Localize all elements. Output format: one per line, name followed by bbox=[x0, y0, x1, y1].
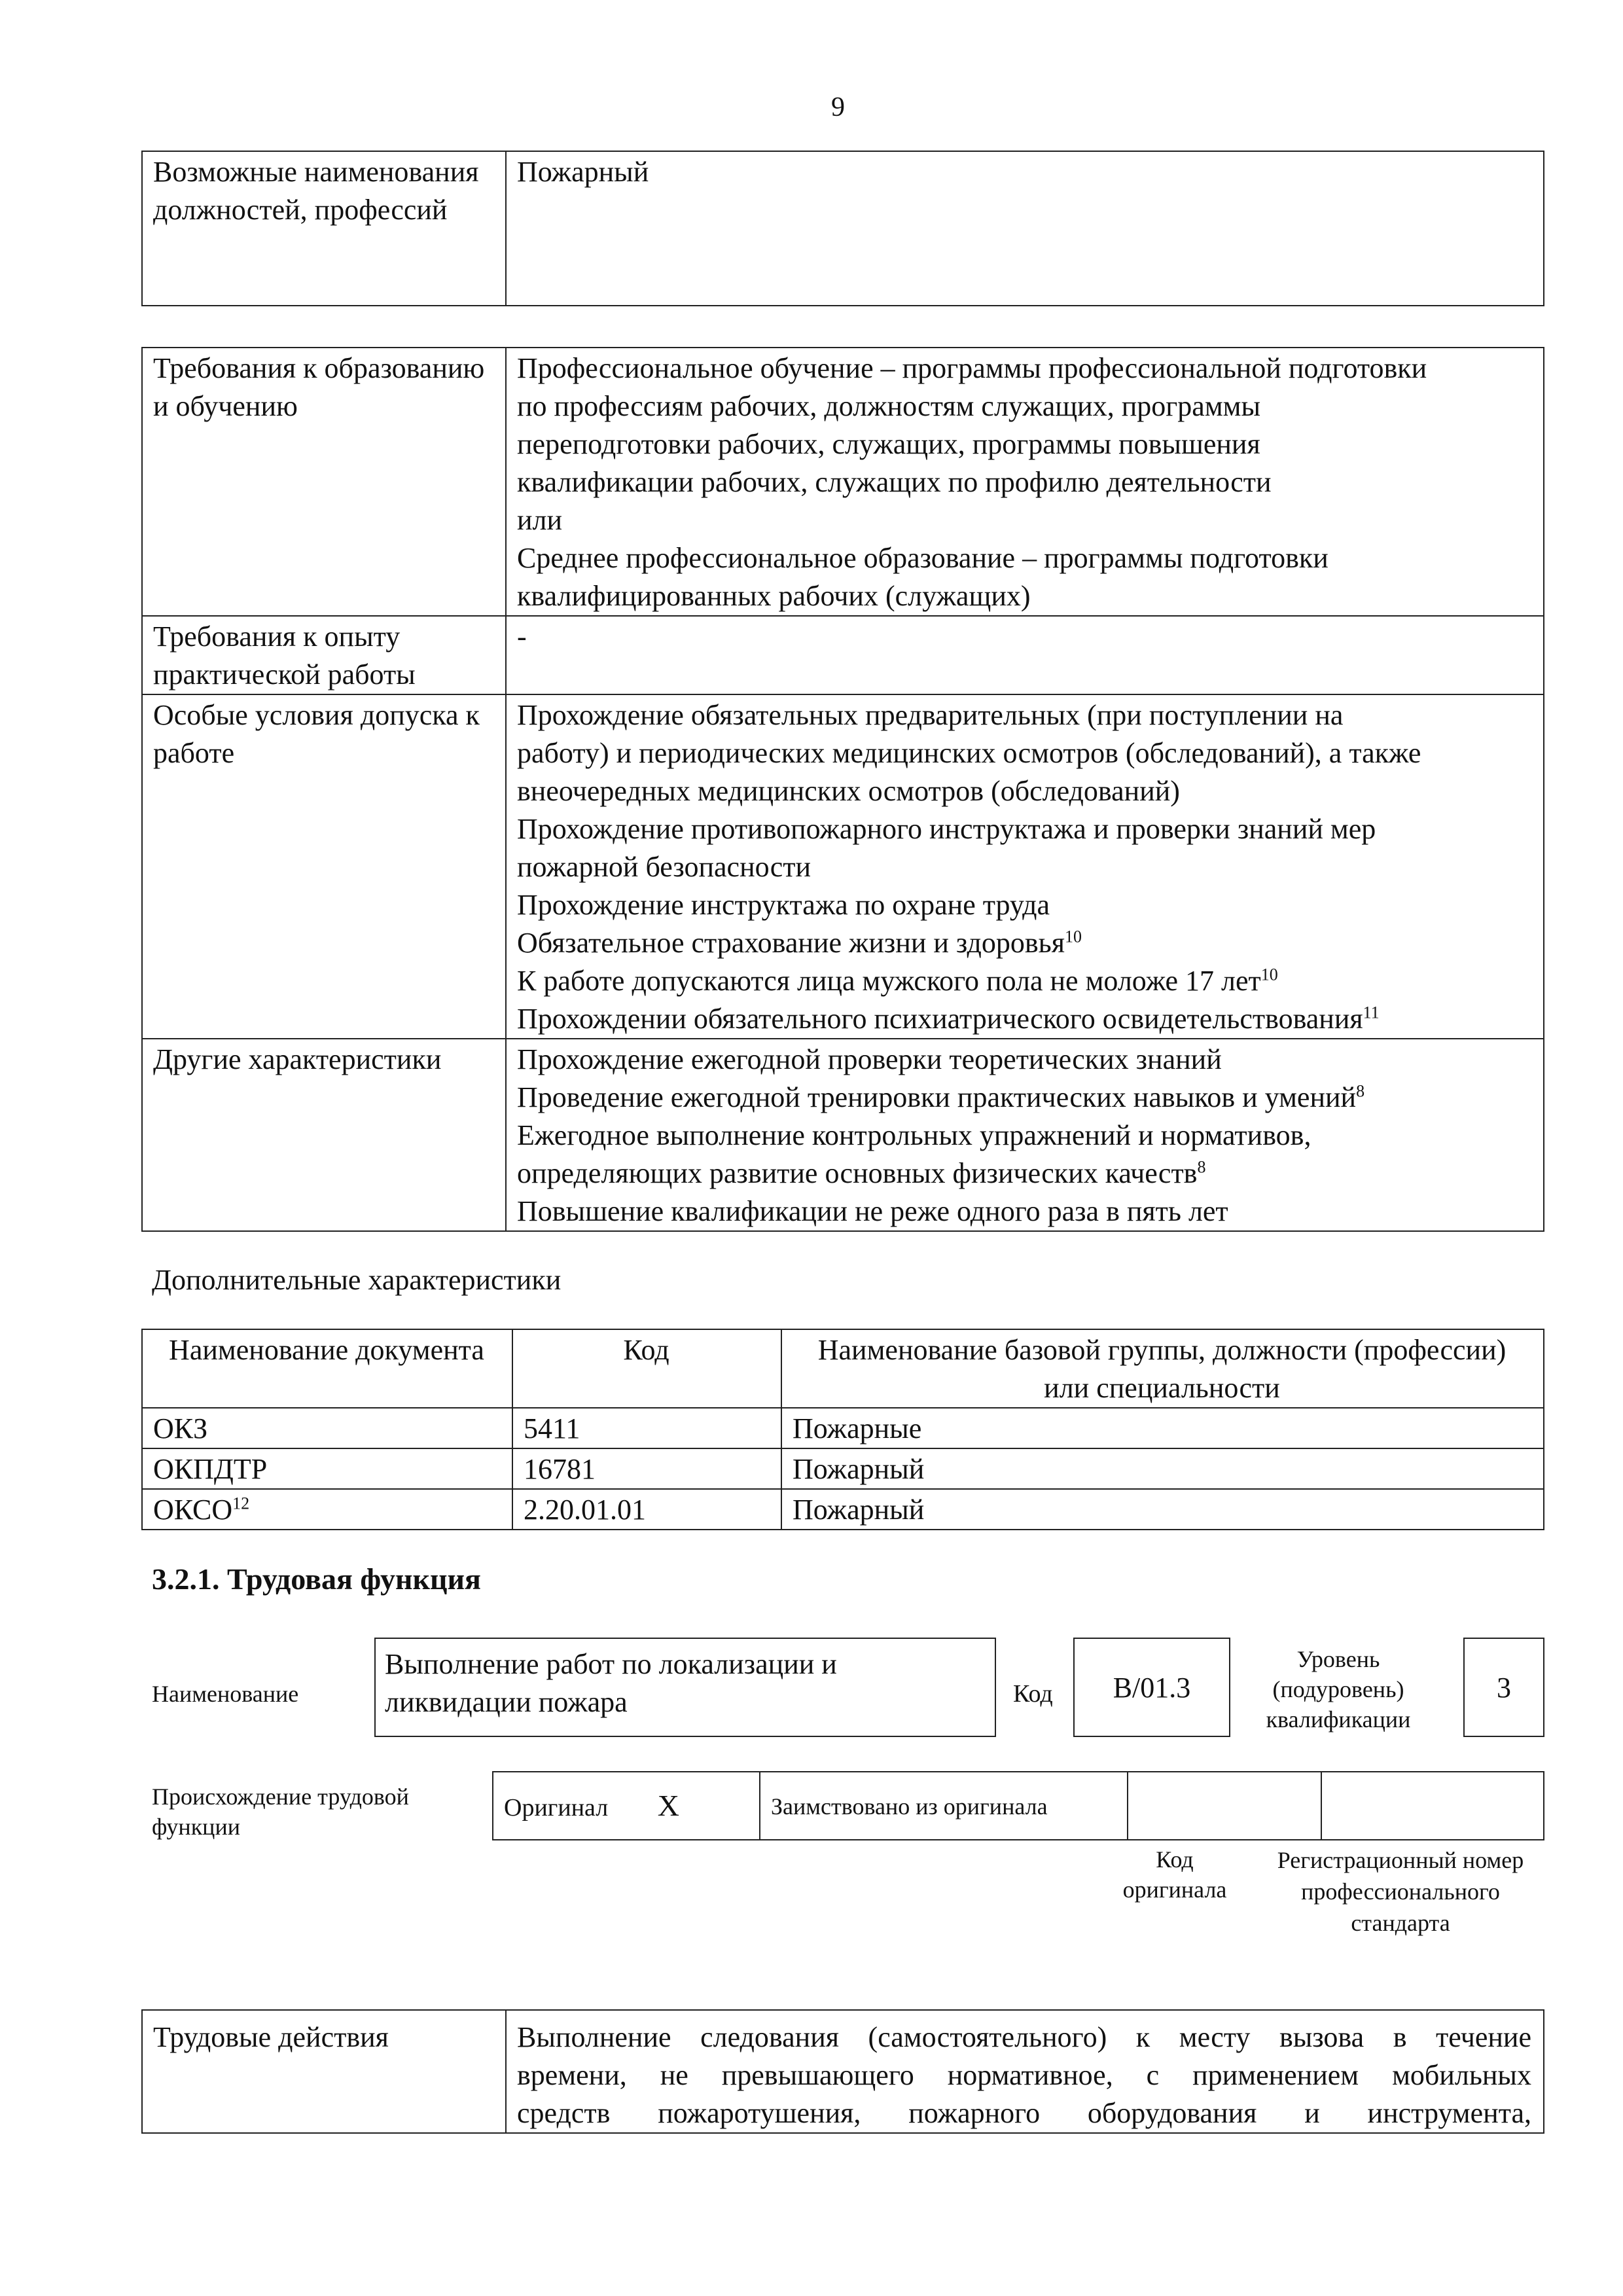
positions-value: Пожарный bbox=[506, 151, 1544, 306]
additional-table bbox=[141, 1329, 1544, 1530]
education-label: Требования к образованию и обучению bbox=[142, 348, 506, 616]
requirements-table bbox=[141, 347, 1544, 1232]
special-conditions-text bbox=[506, 694, 1544, 1039]
code-value: B/01.3 bbox=[1113, 1671, 1191, 1704]
special-line bbox=[517, 924, 1531, 962]
name-label: Наименование bbox=[152, 1681, 299, 1707]
other-line: Повышение квалификации не реже одного раза в пять лет bbox=[517, 1195, 1228, 1227]
origin-table bbox=[492, 1771, 1544, 1840]
section-title: 3.2.1. Трудовая функция bbox=[152, 1562, 481, 1596]
footnote-ref: 10 bbox=[1065, 927, 1082, 946]
reg-number-cell bbox=[1321, 1772, 1544, 1840]
footnote-ref: 11 bbox=[1363, 1003, 1380, 1022]
code-box bbox=[1073, 1638, 1230, 1737]
footnote-ref: 8 bbox=[1356, 1081, 1365, 1101]
education-text bbox=[506, 348, 1544, 616]
special-line: пожарной безопасности bbox=[517, 851, 812, 883]
level-label: Уровень (подуровень) квалификации bbox=[1266, 1646, 1411, 1732]
row-doc-text: ОКСО bbox=[153, 1494, 233, 1526]
special-line-text: Обязательное страхование жизни и здоровья bbox=[517, 927, 1065, 959]
other-characteristics-label: Другие характеристики bbox=[142, 1039, 506, 1231]
header-code: Код bbox=[512, 1329, 781, 1408]
footnote-ref: 10 bbox=[1260, 965, 1278, 984]
row-doc bbox=[142, 1489, 512, 1530]
level-box bbox=[1463, 1638, 1544, 1737]
positions-table bbox=[141, 151, 1544, 306]
original-label: Оригинал bbox=[504, 1793, 609, 1821]
special-line bbox=[517, 1000, 1531, 1038]
other-line: Прохождение ежегодной проверки теоретических знаний bbox=[517, 1043, 1222, 1075]
other-characteristics-text bbox=[506, 1039, 1544, 1231]
original-mark: X bbox=[657, 1788, 679, 1822]
footnote-ref: 8 bbox=[1197, 1157, 1206, 1177]
level-value: 3 bbox=[1497, 1671, 1511, 1704]
page-number: 9 bbox=[831, 92, 845, 122]
special-line: Прохождение инструктажа по охране труда bbox=[517, 889, 1050, 921]
education-line: квалификации рабочих, служащих по профилю деятельности bbox=[517, 466, 1272, 498]
header-doc: Наименование документа bbox=[142, 1329, 512, 1408]
labor-actions-text bbox=[506, 2010, 1544, 2133]
positions-label: Возможные наименования должностей, профессий bbox=[142, 151, 506, 306]
other-line-text: Проведение ежегодной тренировки практических навыков и умений bbox=[517, 1081, 1357, 1113]
special-line: внеочередных медицинских осмотров (обследований) bbox=[517, 775, 1180, 807]
row-doc: ОКПДТР bbox=[142, 1448, 512, 1489]
other-line bbox=[517, 1079, 1531, 1117]
experience-value: - bbox=[506, 616, 1544, 694]
code-label: Код bbox=[1013, 1680, 1053, 1708]
education-line: переподготовки рабочих, служащих, программы повышения bbox=[517, 428, 1260, 460]
row-name: Пожарные bbox=[781, 1408, 1544, 1448]
original-cell bbox=[493, 1772, 760, 1840]
additional-title: Дополнительные характеристики bbox=[152, 1264, 562, 1296]
borrowed-cell bbox=[760, 1772, 1128, 1840]
education-line: или bbox=[517, 504, 563, 536]
origin-label: Происхождение трудовой функции bbox=[152, 1784, 409, 1840]
special-line: Прохождение обязательных предварительных (при поступлении на bbox=[517, 699, 1344, 731]
reg-number-caption: Регистрационный номер профессионального стандарта bbox=[1277, 1847, 1524, 1936]
original-code-cell bbox=[1128, 1772, 1321, 1840]
special-line-text: К работе допускаются лица мужского пола не моложе 17 лет bbox=[517, 965, 1261, 997]
other-line bbox=[517, 1155, 1531, 1193]
function-name-box bbox=[374, 1638, 996, 1737]
education-line: квалифицированных рабочих (служащих) bbox=[517, 580, 1031, 612]
labor-action-line: времени, не превышающего нормативное, с применением мобильных bbox=[517, 2059, 1531, 2091]
special-line: Прохождение противопожарного инструктажа и проверки знаний мер bbox=[517, 813, 1376, 845]
row-doc: ОКЗ bbox=[142, 1408, 512, 1448]
special-line-text: Прохождении обязательного психиатрического освидетельствования bbox=[517, 1003, 1363, 1035]
experience-label: Требования к опыту практической работы bbox=[142, 616, 506, 694]
labor-action-line: средств пожаротушения, пожарного оборудования и инструмента, bbox=[517, 2097, 1531, 2129]
other-line-text: определяющих развитие основных физических качеств bbox=[517, 1157, 1198, 1189]
other-line: Ежегодное выполнение контрольных упражнений и нормативов, bbox=[517, 1119, 1311, 1151]
special-line bbox=[517, 962, 1531, 1000]
header-group: Наименование базовой группы, должности (профессии) или специальности bbox=[781, 1329, 1544, 1408]
borrowed-label: Заимствовано из оригинала bbox=[771, 1793, 1048, 1820]
function-name: Выполнение работ по локализации и ликвидации пожара bbox=[385, 1648, 837, 1718]
row-code: 2.20.01.01 bbox=[512, 1489, 781, 1530]
labor-actions-table bbox=[141, 2009, 1544, 2134]
row-name: Пожарный bbox=[781, 1489, 1544, 1530]
education-line: по профессиям рабочих, должностям служащих, программы bbox=[517, 390, 1261, 422]
row-code: 5411 bbox=[512, 1408, 781, 1448]
education-line: Среднее профессиональное образование – программы подготовки bbox=[517, 542, 1329, 574]
labor-action-line: Выполнение следования (самостоятельного) к месту вызова в течение bbox=[517, 2021, 1531, 2053]
special-conditions-label: Особые условия допуска к работе bbox=[142, 694, 506, 1039]
labor-actions-label: Трудовые действия bbox=[142, 2010, 506, 2133]
special-line: работу) и периодических медицинских осмотров (обследований), а также bbox=[517, 737, 1421, 769]
row-name: Пожарный bbox=[781, 1448, 1544, 1489]
orig-code-caption: Код оригинала bbox=[1122, 1846, 1227, 1903]
education-line: Профессиональное обучение – программы профессиональной подготовки bbox=[517, 352, 1427, 384]
footnote-ref: 12 bbox=[232, 1494, 250, 1513]
row-code: 16781 bbox=[512, 1448, 781, 1489]
